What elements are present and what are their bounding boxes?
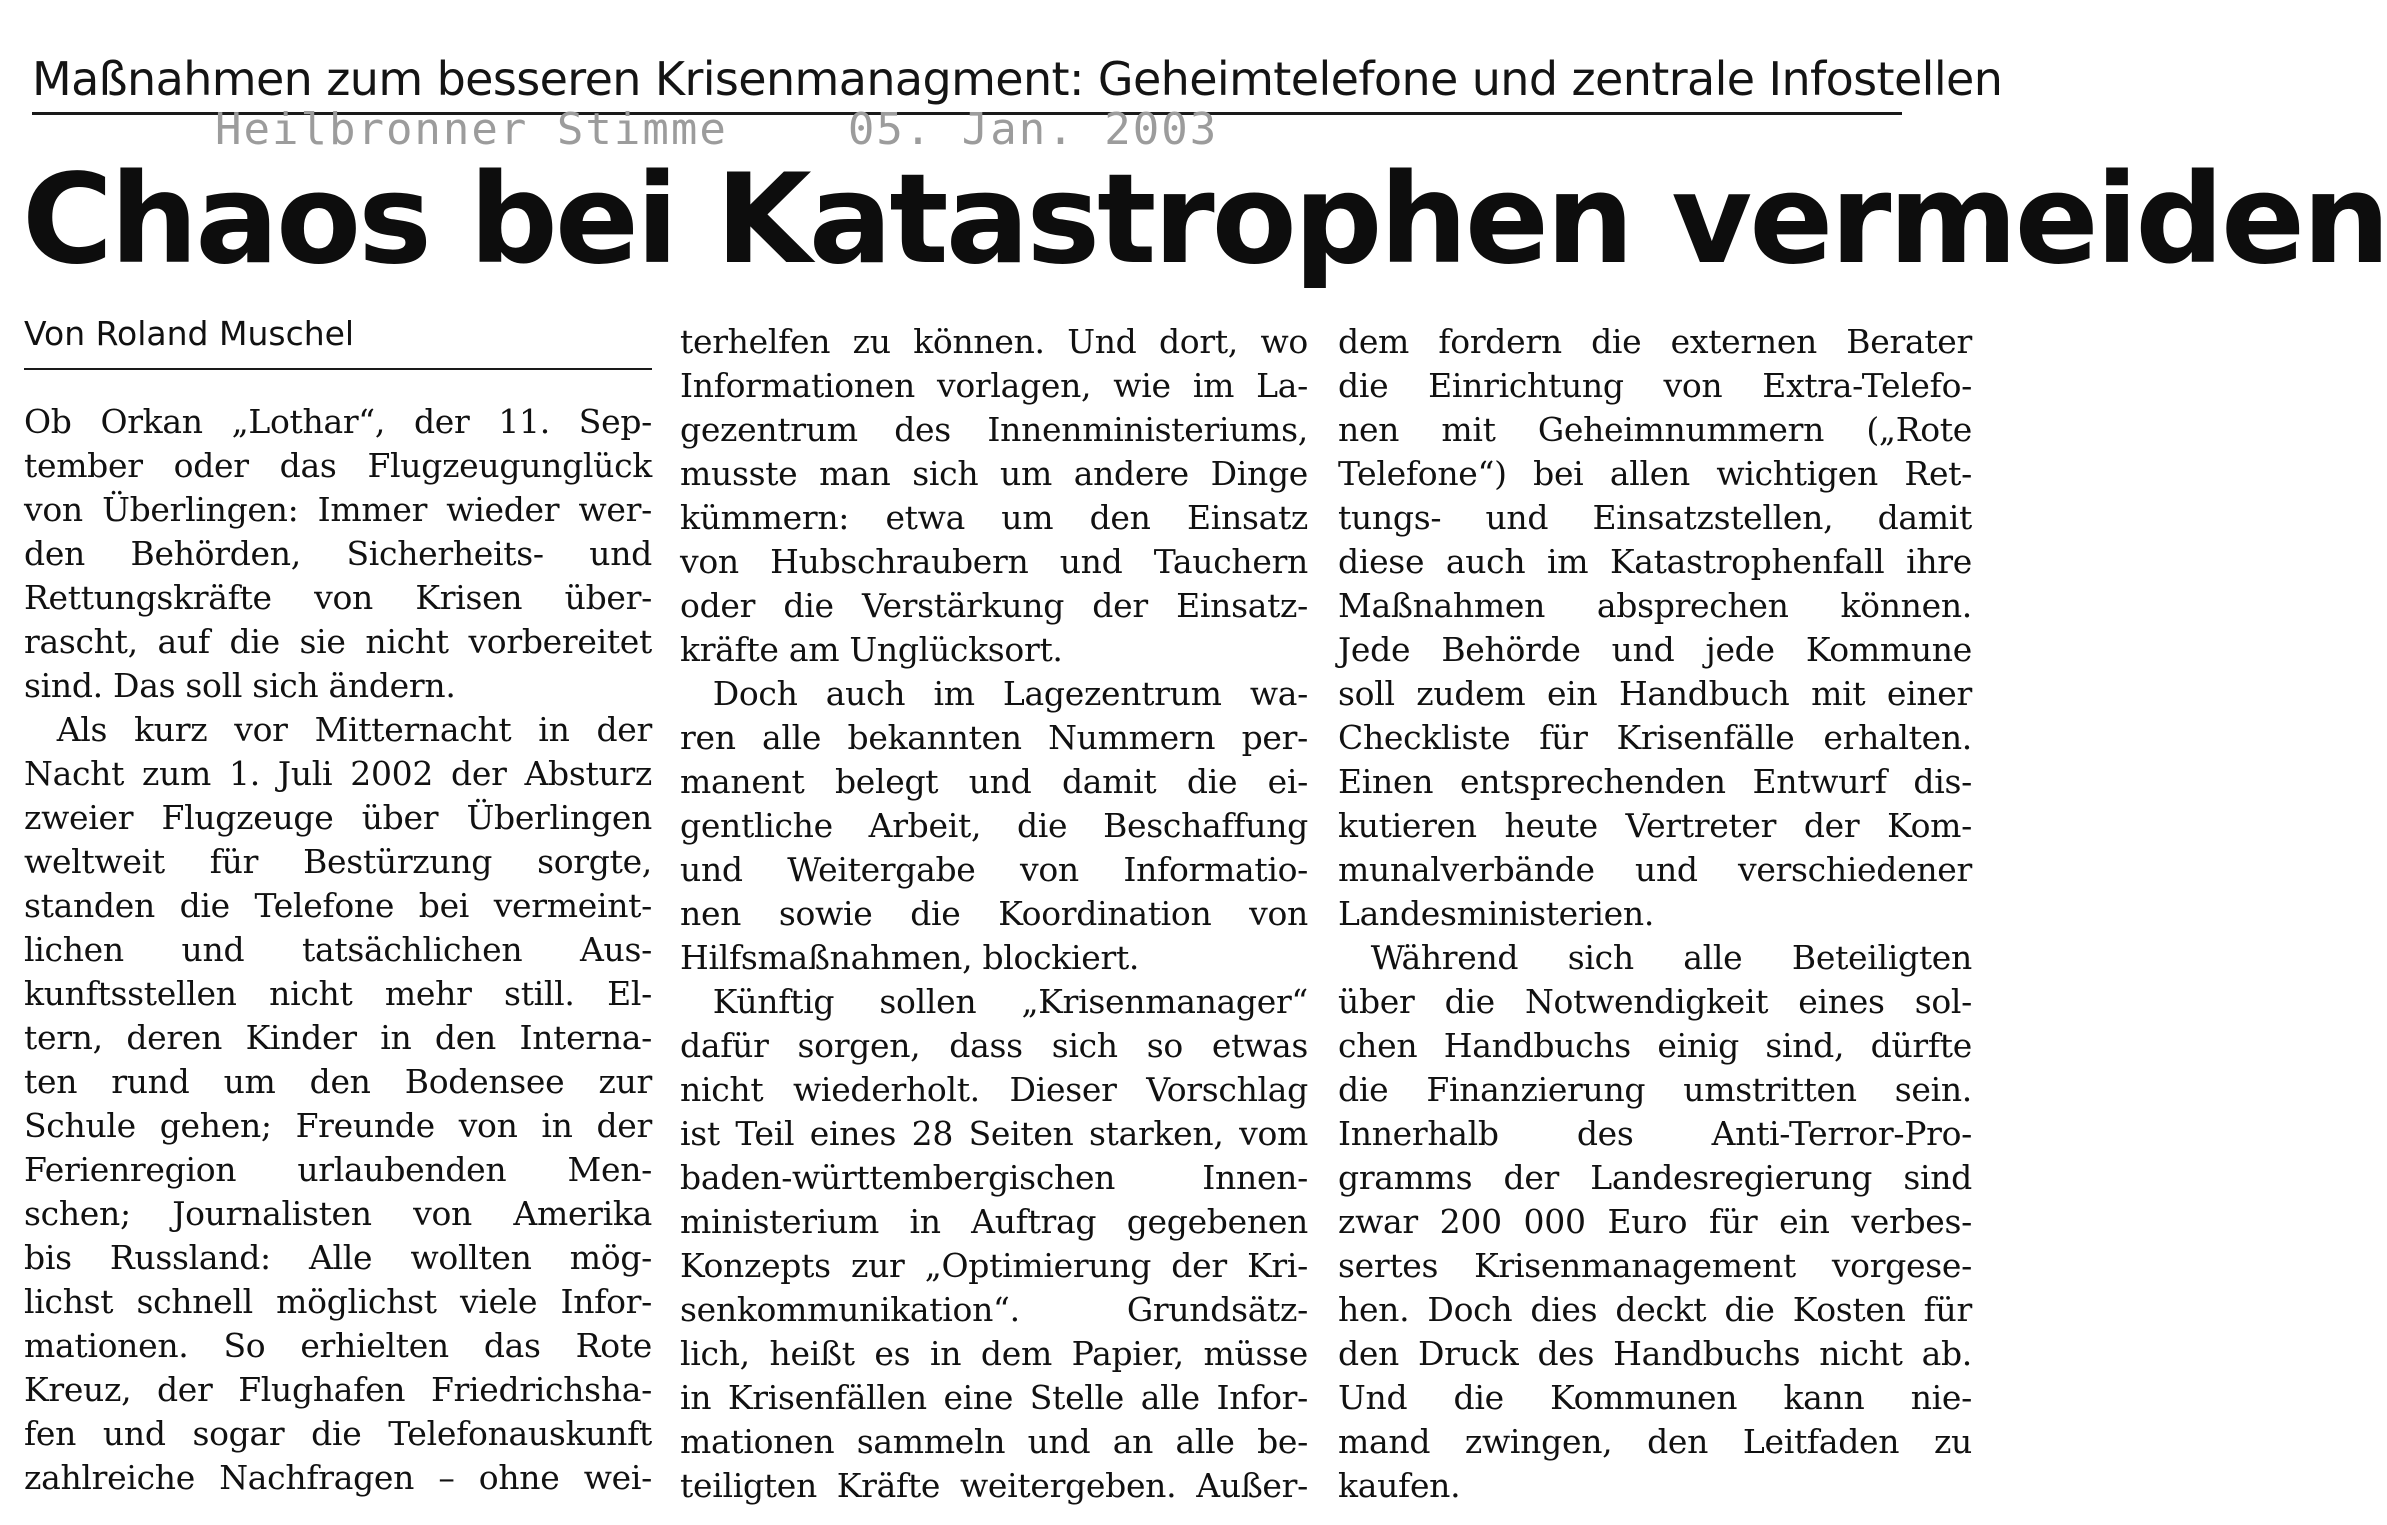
text-line: tember oder das Flugzeugunglück — [24, 446, 652, 485]
text-line: Doch auch im Lagezentrum wa- — [680, 674, 1308, 713]
text-line: kunftsstellen nicht mehr still. El- — [24, 974, 652, 1013]
text-line: von Überlingen: Immer wieder wer- — [24, 490, 652, 529]
byline-rule — [24, 368, 652, 370]
text-line: dafür sorgen, dass sich so etwas — [680, 1026, 1308, 1065]
text-line: Informationen vorlagen, wie im La- — [680, 366, 1308, 405]
text-line: den Druck des Handbuchs nicht ab. — [1338, 1334, 1972, 1373]
text-line: sertes Krisenmanagement vorgese- — [1338, 1246, 1972, 1285]
text-line: Künftig sollen „Krisenmanager“ — [680, 982, 1308, 1021]
kicker-subheadline: Maßnahmen zum besseren Krisenmanagment: Geheimtelefone und zentrale Infostellen — [32, 52, 2003, 106]
text-line: kräfte am Unglücksort. — [680, 630, 1063, 669]
text-line: Rettungskräfte von Krisen über- — [24, 578, 652, 617]
text-line: nicht wiederholt. Dieser Vorschlag — [680, 1070, 1308, 1109]
text-line: Innerhalb des Anti-Terror-Pro- — [1338, 1114, 1972, 1153]
text-line: baden-württembergischen Innen- — [680, 1158, 1308, 1197]
text-line: lich, heißt es in dem Papier, müsse — [680, 1334, 1308, 1373]
text-line: Ferienregion urlaubenden Men- — [24, 1150, 652, 1189]
text-line: Ob Orkan „Lothar“, der 11. Sep- — [24, 402, 652, 441]
text-line: oder die Verstärkung der Einsatz- — [680, 586, 1308, 625]
text-line: schen; Journalisten von Amerika — [24, 1194, 652, 1233]
column-2 — [680, 320, 1308, 1508]
text-line: kutieren heute Vertreter der Kom- — [1338, 806, 1972, 845]
text-line: gentliche Arbeit, die Beschaffung — [680, 806, 1308, 845]
text-line: gramms der Landesregierung sind — [1338, 1158, 1972, 1197]
text-line: hen. Doch dies deckt die Kosten für — [1338, 1290, 1972, 1329]
text-line: Schule gehen; Freunde von in der — [24, 1106, 652, 1145]
text-line: nen sowie die Koordination von — [680, 894, 1308, 933]
text-line: sind. Das soll sich ändern. — [24, 666, 456, 705]
text-line: den Behörden, Sicherheits- und — [24, 534, 652, 573]
text-line: von Hubschraubern und Tauchern — [680, 542, 1308, 581]
text-line: Kreuz, der Flughafen Friedrichsha- — [24, 1370, 652, 1409]
text-line: ministerium in Auftrag gegebenen — [680, 1202, 1308, 1241]
text-line: kaufen. — [1338, 1466, 1461, 1505]
text-line: terhelfen zu können. Und dort, wo — [680, 322, 1308, 361]
text-line: Jede Behörde und jede Kommune — [1338, 630, 1972, 669]
text-line: Maßnahmen absprechen können. — [1338, 586, 1972, 625]
text-line: soll zudem ein Handbuch mit einer — [1338, 674, 1972, 713]
text-line: mand zwingen, den Leitfaden zu — [1338, 1422, 1972, 1461]
headline: Chaos bei Katastrophen vermeiden — [22, 148, 2387, 292]
text-line: ist Teil eines 28 Seiten starken, vom — [680, 1114, 1308, 1153]
text-line: diese auch im Katastrophenfall ihre — [1338, 542, 1972, 581]
column-3 — [1338, 320, 1972, 1508]
text-line: Als kurz vor Mitternacht in der — [24, 710, 652, 749]
text-line: munalverbände und verschiedener — [1338, 850, 1972, 889]
text-line: Nacht zum 1. Juli 2002 der Absturz — [24, 754, 652, 793]
text-line: lichen und tatsächlichen Aus- — [24, 930, 652, 969]
text-line: Hilfsmaßnahmen, blockiert. — [680, 938, 1140, 977]
text-line: manent belegt und damit die ei- — [680, 762, 1308, 801]
text-line: bis Russland: Alle wollten mög- — [24, 1238, 652, 1277]
text-line: weltweit für Bestürzung sorgte, — [24, 842, 652, 881]
text-line: über die Notwendigkeit eines sol- — [1338, 982, 1972, 1021]
text-line: standen die Telefone bei vermeint- — [24, 886, 652, 925]
text-line: dem fordern die externen Berater — [1338, 322, 1972, 361]
text-line: und Weitergabe von Informatio- — [680, 850, 1308, 889]
text-line: kümmern: etwa um den Einsatz — [680, 498, 1308, 537]
text-line: mationen sammeln und an alle be- — [680, 1422, 1308, 1461]
byline: Von Roland Muschel — [24, 314, 355, 353]
text-line: Einen entsprechenden Entwurf dis- — [1338, 762, 1972, 801]
text-line: rascht, auf die sie nicht vorbereitet — [24, 622, 652, 661]
text-line: fen und sogar die Telefonauskunft — [24, 1414, 652, 1453]
text-line: tungs- und Einsatzstellen, damit — [1338, 498, 1972, 537]
stamp-date: 05. Jan. 2003 — [847, 104, 1219, 155]
text-line: in Krisenfällen eine Stelle alle Infor- — [680, 1378, 1308, 1417]
text-line: gezentrum des Innenministeriums, — [680, 410, 1308, 449]
text-line: die Einrichtung von Extra-Telefo- — [1338, 366, 1972, 405]
text-line: Konzepts zur „Optimierung der Kri- — [680, 1246, 1308, 1285]
text-line: die Finanzierung umstritten sein. — [1338, 1070, 1972, 1109]
text-line: zahlreiche Nachfragen – ohne wei- — [24, 1458, 652, 1497]
text-line: tern, deren Kinder in den Interna- — [24, 1018, 652, 1057]
text-line: chen Handbuchs einig sind, dürfte — [1338, 1026, 1972, 1065]
text-line: senkommunikation“. Grundsätz- — [680, 1290, 1308, 1329]
text-line: Landesministerien. — [1338, 894, 1655, 933]
column-1 — [24, 400, 652, 1500]
text-line: Checkliste für Krisenfälle erhalten. — [1338, 718, 1972, 757]
text-line: lichst schnell möglichst viele Infor- — [24, 1282, 652, 1321]
text-line: zwar 200 000 Euro für ein verbes- — [1338, 1202, 1972, 1241]
text-line: musste man sich um andere Dinge — [680, 454, 1308, 493]
text-line: zweier Flugzeuge über Überlingen — [24, 798, 652, 837]
text-line: ten rund um den Bodensee zur — [24, 1062, 652, 1101]
text-line: Während sich alle Beteiligten — [1338, 938, 1972, 977]
text-line: teiligten Kräfte weitergeben. Außer- — [680, 1466, 1308, 1505]
text-line: ren alle bekannten Nummern per- — [680, 718, 1308, 757]
text-line: nen mit Geheimnummern („Rote — [1338, 410, 1972, 449]
stamp-source: Heilbronner Stimme — [215, 104, 728, 155]
text-line: Und die Kommunen kann nie- — [1338, 1378, 1972, 1417]
text-line: Telefone“) bei allen wichtigen Ret- — [1338, 454, 1972, 493]
text-line: mationen. So erhielten das Rote — [24, 1326, 652, 1365]
